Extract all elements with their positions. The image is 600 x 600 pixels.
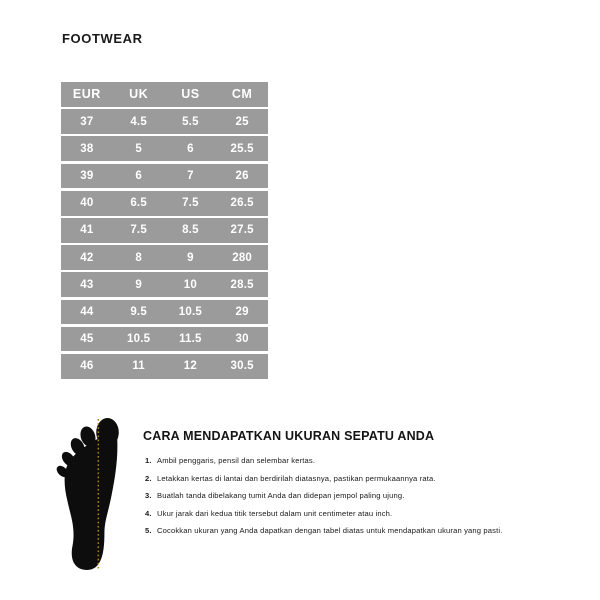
table-cell: 8 xyxy=(135,251,142,264)
table-cell: 37 xyxy=(80,115,94,128)
table-cell: 38 xyxy=(80,142,94,155)
table-cell: 43 xyxy=(80,278,94,291)
table-cell: 30.5 xyxy=(230,360,254,373)
table-cell: 4.5 xyxy=(130,115,147,128)
table-row xyxy=(61,218,268,243)
step-text: Ambil penggaris, pensil dan selembar kertas. xyxy=(157,456,316,465)
table-cell: 25.5 xyxy=(230,142,254,155)
table-cell: 6.5 xyxy=(130,197,147,210)
table-cell: 7.5 xyxy=(130,224,147,237)
table-cell: 30 xyxy=(235,333,249,346)
step-text: Buatlah tanda dibelakang tumit Anda dan didepan jempol paling ujung. xyxy=(157,491,405,501)
table-cell: 26 xyxy=(235,169,249,182)
step-text: Letakkan kertas di lantai dan berdirilah diatasnya, pastikan permukaannya rata. xyxy=(157,473,436,483)
table-cell: 11.5 xyxy=(179,333,202,346)
step-number: 5. xyxy=(145,526,152,536)
table-cell: 8.5 xyxy=(182,224,199,237)
table-cell: 9 xyxy=(135,278,142,291)
table-cell: 41 xyxy=(80,224,94,237)
step-number: 4. xyxy=(145,508,152,518)
step-text: Ukur jarak dari kedua titik tersebut dalam unit centimeter atau inch. xyxy=(157,508,393,518)
table-cell: 27.5 xyxy=(230,224,254,237)
step-number: 2. xyxy=(145,473,152,483)
table-cell: 42 xyxy=(80,251,94,264)
step-text: Cocokkan ukuran yang Anda dapatkan dengan tabel diatas untuk mendapatkan ukuran yang pasti. xyxy=(157,526,503,536)
column-header-cm: CM xyxy=(231,87,253,102)
table-cell: 29 xyxy=(235,305,249,318)
table-cell: 11 xyxy=(132,360,145,373)
list-item xyxy=(145,510,565,518)
table-row xyxy=(61,136,268,161)
table-cell: 25 xyxy=(235,115,249,128)
table-cell: 12 xyxy=(183,360,197,373)
table-cell: 39 xyxy=(80,169,94,182)
table-row xyxy=(61,191,268,216)
page-title: FOOTWEAR xyxy=(62,31,143,46)
list-item xyxy=(145,475,565,483)
table-row xyxy=(61,245,268,270)
list-item xyxy=(145,527,565,535)
table-cell: 46 xyxy=(80,360,94,373)
table-header-row xyxy=(61,82,268,107)
table-cell: 10.5 xyxy=(127,333,151,346)
table-cell: 45 xyxy=(80,333,94,346)
guide-heading: CARA MENDAPATKAN UKURAN SEPATU ANDA xyxy=(143,429,435,443)
table-row xyxy=(61,164,268,189)
table-cell: 7 xyxy=(187,169,194,182)
list-item xyxy=(145,492,565,500)
size-conversion-table xyxy=(61,82,268,379)
table-cell: 28.5 xyxy=(230,278,254,291)
table-row xyxy=(61,354,268,379)
table-cell: 6 xyxy=(187,142,194,155)
table-cell: 10 xyxy=(183,278,197,291)
table-cell: 5 xyxy=(135,142,142,155)
step-number: 1. xyxy=(145,456,152,465)
table-cell: 40 xyxy=(80,197,94,210)
table-cell: 9.5 xyxy=(130,305,147,318)
table-cell: 9 xyxy=(187,251,194,264)
table-row xyxy=(61,300,268,325)
column-header-uk: UK xyxy=(129,87,149,102)
list-item xyxy=(145,457,565,465)
table-cell: 10.5 xyxy=(178,305,202,318)
column-header-eur: EUR xyxy=(72,87,101,102)
table-row xyxy=(61,109,268,134)
column-header-us: US xyxy=(181,87,200,102)
table-cell: 44 xyxy=(80,305,94,318)
table-cell: 5.5 xyxy=(182,115,199,128)
table-cell: 7.5 xyxy=(182,197,199,210)
table-row xyxy=(61,327,268,352)
measurement-steps-list xyxy=(145,457,565,545)
table-cell: 280 xyxy=(232,251,253,264)
table-row xyxy=(61,272,268,297)
table-cell: 6 xyxy=(135,169,142,182)
table-cell: 26.5 xyxy=(230,197,254,210)
foot-silhouette-icon xyxy=(56,417,120,571)
step-number: 3. xyxy=(145,491,152,501)
